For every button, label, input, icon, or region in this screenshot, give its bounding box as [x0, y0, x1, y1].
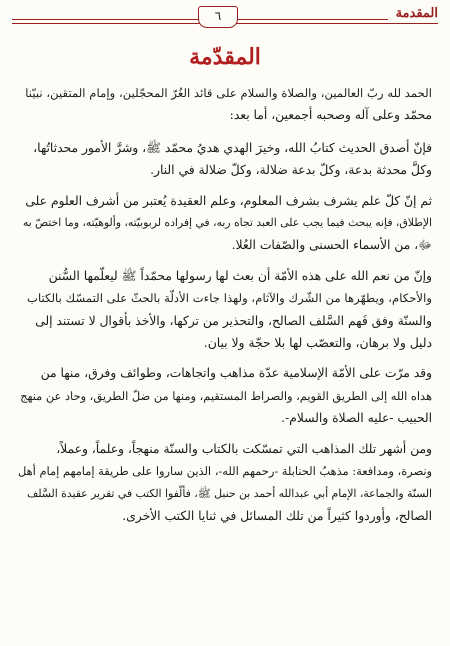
text-line: الحبيب -عليه الصلاة والسلام-. [281, 411, 432, 426]
running-title: المقدمة [388, 6, 438, 21]
text-line: دليل ولا برهان، والتعصّب لها بلا حجّة ولا بيان. [203, 336, 432, 351]
paragraph-3 [18, 190, 432, 257]
text-line: والأحكام، ويطهّرها من الشّرك والآثام، ولهذا جاءت الأدلّة بالحثّ على التمسّك بالكتاب [26, 291, 432, 306]
page-number: ٦ [198, 6, 238, 28]
text-line: ونصرة، ومدافعة: مذهبُ الحنابلة -رحمهم الله-، الذين ساروا على طريقة إمامهم إمام أهل [18, 464, 432, 479]
text-line: هداه الله إلى الطريق القويم، والصراط المستقيم، ومنها من ضلّ الطريق، وحاد عن منهج [20, 388, 432, 403]
text-line: الإطلاق، فإنه يبحث فيما يجب على العبد تجاه ربه، في إفراده لربوبيّته، وألوهيّته، وما اختصّ به [22, 216, 432, 230]
text-line: ﷻ، من الأسماء الحسنى والصّفات العُلا. [231, 238, 432, 253]
text-line: محمّد وعلى آله وصحبه أجمعين، أما بعد: [229, 108, 432, 123]
paragraph-5 [18, 362, 432, 429]
paragraph-2 [18, 137, 432, 182]
text-line: وإنّ من نعم الله على هذه الأمّة أن بعث لها رسولها محمّداً ﷺ ليعلّمها السُّنن [48, 268, 432, 283]
text-line: والسنّة وفق فَهم السَّلف الصالح، والتحذير من تركها، والأخذ بأقوال لا تستند إلى [35, 313, 432, 328]
text-line: وكلَّ محدثة بدعة، وكلّ بدعة ضلالة، وكلّ ضلالة في النار. [150, 163, 432, 178]
text-line: ومن أشهر تلك المذاهب التي تمسّكت بالكتاب والسنّة منهجاً، وعلماً، وعملاً، [56, 441, 432, 456]
text-line: الصالح، وأوردوا كثيراً من تلك المسائل في ثنايا الكتب الأخرى. [122, 508, 432, 523]
paragraph-4 [18, 265, 432, 355]
text-line: وقد مرّت على الأمّة الإسلامية عدّة مذاهب واتجاهات، وطوائف وفرق، منها من [40, 366, 432, 381]
text-line: ثم إنّ كلّ علم يشرف بشرف المعلوم، وعلم العقيدة يُعتبر من أشرف العلوم على [25, 193, 432, 208]
paragraph-6 [18, 438, 432, 528]
body-text [18, 82, 432, 535]
page-header [12, 6, 438, 28]
text-line: فإنّ أصدق الحديث كتابُ الله، وخيرَ الهدي هديُ محمّد ﷺ، وشرَّ الأمور محدثاتُها، [33, 140, 432, 155]
text-line: الحمد لله ربّ العالمين، والصلاة والسلام على قائد الغُرّ المحجّلين، وإمام المتقين، نبيّنا [25, 86, 432, 100]
page-title: المقدّمة [189, 44, 261, 70]
paragraph-1 [18, 82, 432, 127]
text-line: السنّة والجماعة، الإمام أبي عبدالله أحمد بن حنبل ﷺ، فألّفوا الكتب في تقرير عقيدة السَّلف [27, 486, 432, 500]
